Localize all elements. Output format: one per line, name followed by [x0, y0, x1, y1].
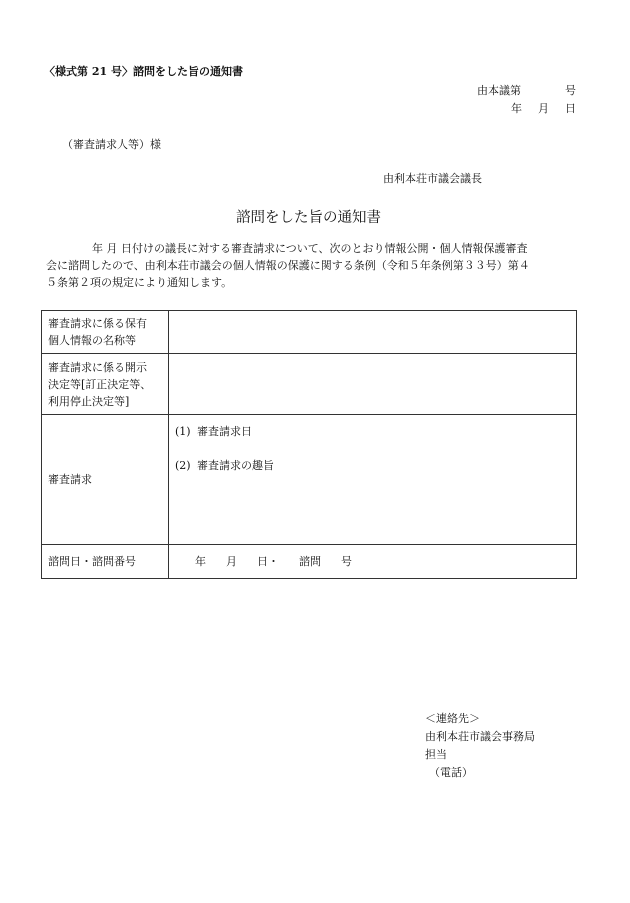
- row-label-disclosure-decision: 審査請求に係る開示 決定等[訂正決定等、 利用停止決定等]: [42, 354, 169, 415]
- review-request-purpose-item: (2) 審査請求の趣旨: [175, 459, 274, 472]
- table-row: [42, 415, 577, 545]
- row-label-review-request: 審査請求: [42, 415, 169, 545]
- document-title: 諮問をした旨の通知書: [236, 210, 381, 226]
- row-label-consultation: 諮問日・諮問番号: [42, 545, 169, 579]
- contact-phone: （電話）: [429, 766, 473, 779]
- document-number-prefix: 由本議第: [477, 84, 521, 97]
- body-line-1: 年 月 日付けの議長に対する審査請求について、次のとおり情報公開・個人情報保護審査: [92, 242, 528, 255]
- row-label-personal-info: 審査請求に係る保有 個人情報の名称等: [42, 311, 169, 354]
- contact-office: 由利本荘市議会事務局: [425, 730, 535, 743]
- issue-date-day: 日: [565, 102, 576, 115]
- body-line-2: 会に諮問したので、由利本荘市議会の個人情報の保護に関する条例（令和５年条例第３３号）第４: [46, 259, 530, 272]
- row-value-consultation: 年 月 日・ 諮問 号: [169, 545, 577, 579]
- sender: 由利本荘市議会議長: [383, 172, 482, 185]
- row-value-review-request: [169, 415, 577, 545]
- body-text: [46, 240, 584, 291]
- document-number: [477, 85, 576, 96]
- row-value-disclosure-decision: [169, 354, 577, 415]
- table-row: [42, 545, 577, 579]
- request-details-table: [41, 310, 577, 579]
- addressee: （審査請求人等）様: [62, 138, 161, 151]
- issue-date: [495, 103, 576, 114]
- review-request-date-item: (1) 審査請求日: [175, 425, 252, 438]
- body-line-3: ５条第２項の規定により通知します。: [46, 276, 233, 289]
- issue-date-month: 月: [538, 102, 549, 115]
- form-number-title: 〈様式第 21 号〉諮問をした旨の通知書: [44, 65, 243, 78]
- issue-date-year: 年: [511, 102, 522, 115]
- row-value-personal-info: [169, 311, 577, 354]
- contact-block: [425, 710, 535, 782]
- table-row: [42, 354, 577, 415]
- table-row: [42, 311, 577, 354]
- contact-heading: ＜連絡先＞: [425, 712, 480, 725]
- document-number-suffix: 号: [565, 84, 576, 97]
- contact-person: 担当: [425, 748, 447, 761]
